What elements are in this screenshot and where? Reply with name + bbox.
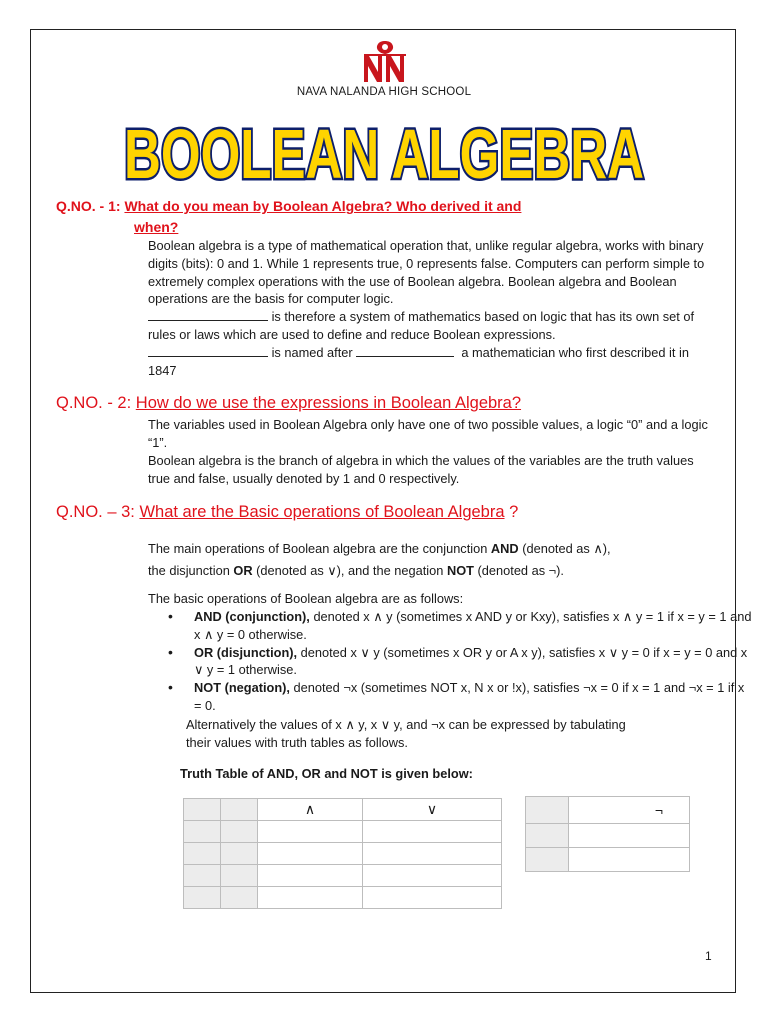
table-cell[interactable] [184, 865, 221, 887]
not-truth-table [525, 796, 690, 872]
q1-paragraph-3 [148, 344, 718, 380]
table-cell[interactable] [258, 865, 363, 887]
fill-blank-2[interactable] [148, 344, 268, 357]
q1-question-line2: when? [134, 219, 179, 235]
list-item [168, 643, 754, 680]
school-name: NAVA NALANDA HIGH SCHOOL [296, 86, 472, 98]
school-logo-icon [362, 40, 408, 84]
q1-paragraph-1: Boolean algebra is a type of mathematical operation that, unlike regular algebra, works with binary digits (bits): 0 and 1. While 1 represents true, 0 represents false. Computers can perform simple to extremely complex operations with the use of Boolean algebra. Boolean algebra and Boolean operations are the basis for computer logic. [148, 238, 705, 307]
q3-alt-text: Alternatively the values of x ∧ y, x ∨ y, and ¬x can be expressed by tabulating their values with truth tables as follows. [186, 717, 626, 750]
table-cell[interactable] [221, 887, 258, 909]
page-title [0, 108, 768, 200]
table-cell[interactable] [221, 821, 258, 843]
q3-question-mark: ? [509, 503, 519, 521]
table-row [184, 843, 502, 865]
table-cell[interactable] [184, 843, 221, 865]
table-cell[interactable] [363, 887, 502, 909]
table-cell [221, 799, 258, 821]
q2-question: How do we use the expressions in Boolean Algebra? [135, 394, 522, 412]
q1-p3b-text: a mathematician who first described it in 1847 [148, 345, 689, 378]
q3-intro-c: the disjunction [148, 563, 230, 578]
operations-list [148, 608, 754, 715]
table-row [184, 887, 502, 909]
table-cell[interactable] [569, 848, 690, 872]
table-cell [526, 797, 569, 824]
table-cell[interactable] [184, 821, 221, 843]
fill-blank-3[interactable] [356, 344, 454, 357]
table-cell[interactable] [221, 843, 258, 865]
q3-ops-intro: The basic operations of Boolean algebra are as follows: [148, 591, 464, 606]
table-cell[interactable] [526, 824, 569, 848]
bullet-icon: • [168, 643, 173, 660]
q1-p2-text: is therefore a system of mathematics based on logic that has its own set of rules or laws which are used to define and reduce Boolean expressions. [148, 309, 695, 342]
table-cell[interactable] [258, 821, 363, 843]
q2-label: Q.NO. - 2: [56, 394, 132, 412]
q1-p3a-text: is named after [271, 345, 353, 360]
q3-or-word: OR [233, 563, 253, 578]
table-cell[interactable] [363, 843, 502, 865]
list-item [168, 608, 754, 644]
table-cell[interactable] [569, 824, 690, 848]
q3-intro-b: (denoted as ∧), [522, 541, 611, 556]
q2-heading [56, 394, 521, 413]
q1-heading-cont [134, 219, 178, 235]
table-row [184, 865, 502, 887]
bullet-icon: • [168, 679, 173, 696]
q3-question: What are the Basic operations of Boolean Algebra [139, 503, 505, 521]
page-number: 1 [705, 949, 712, 963]
table-cell [184, 799, 221, 821]
q3-intro-d: (denoted as ∨), and the negation [256, 563, 444, 578]
op-desc: denoted x ∧ y (sometimes x AND y or Kxy), satisfies x ∧ y = 1 if x = y = 1 and x ∧ y = 0 otherwise. [194, 609, 752, 642]
q3-intro [148, 538, 718, 582]
q2-paragraph-1: The variables used in Boolean Algebra only have one of two possible values, a logic “0” and a logic “1”. [148, 417, 708, 450]
title-text: BOOLEAN ALGEBRA [124, 115, 644, 193]
table-cell[interactable] [363, 865, 502, 887]
table-cell[interactable] [363, 821, 502, 843]
op-term: OR (disjunction), [194, 644, 298, 660]
op-term: NOT (negation), [194, 680, 290, 696]
q2-paragraph-2: Boolean algebra is the branch of algebra in which the values of the variables are the truth values true and false, usually denoted by 1 and 0 respectively. [148, 453, 694, 486]
fill-blank-1[interactable] [148, 308, 268, 321]
q3-heading [56, 503, 518, 522]
q1-question-line1: What do you mean by Boolean Algebra? Who derived it and [124, 198, 522, 214]
bullet-icon: • [168, 608, 173, 624]
q3-intro-a: The main operations of Boolean algebra are the conjunction [148, 541, 488, 556]
op-desc: denoted ¬x (sometimes NOT x, N x or !x), satisfies ¬x = 0 if x = 1 and ¬x = 1 if x = 0. [194, 680, 745, 713]
and-header: ∧ [258, 799, 363, 821]
table-row [184, 799, 502, 821]
or-header: ∨ [363, 799, 502, 821]
truth-table-heading: Truth Table of AND, OR and NOT is given below: [180, 766, 473, 781]
table-cell[interactable] [221, 865, 258, 887]
q3-and-word: AND [490, 541, 519, 556]
table-row [526, 824, 690, 848]
table-row [184, 821, 502, 843]
q1-paragraph-2 [148, 308, 718, 344]
list-item [168, 679, 754, 715]
table-cell[interactable] [258, 887, 363, 909]
q1-heading [56, 198, 521, 214]
op-term: AND (conjunction), [194, 609, 310, 624]
table-cell[interactable] [526, 848, 569, 872]
table-cell[interactable] [184, 887, 221, 909]
q3-intro-e: (denoted as ¬). [477, 563, 564, 578]
not-header: ¬ [569, 797, 690, 824]
table-row [526, 797, 690, 824]
op-desc: denoted x ∨ y (sometimes x OR y or A x y), satisfies x ∨ y = 0 if x = y = 0 and x ∨ y = 1 otherwise. [194, 644, 748, 678]
and-or-truth-table [183, 798, 502, 909]
q3-not-word: NOT [446, 563, 474, 578]
table-cell[interactable] [258, 843, 363, 865]
q3-label: Q.NO. – 3: [56, 503, 135, 521]
q1-label: Q.NO. - 1: [56, 198, 121, 214]
table-row [526, 848, 690, 872]
